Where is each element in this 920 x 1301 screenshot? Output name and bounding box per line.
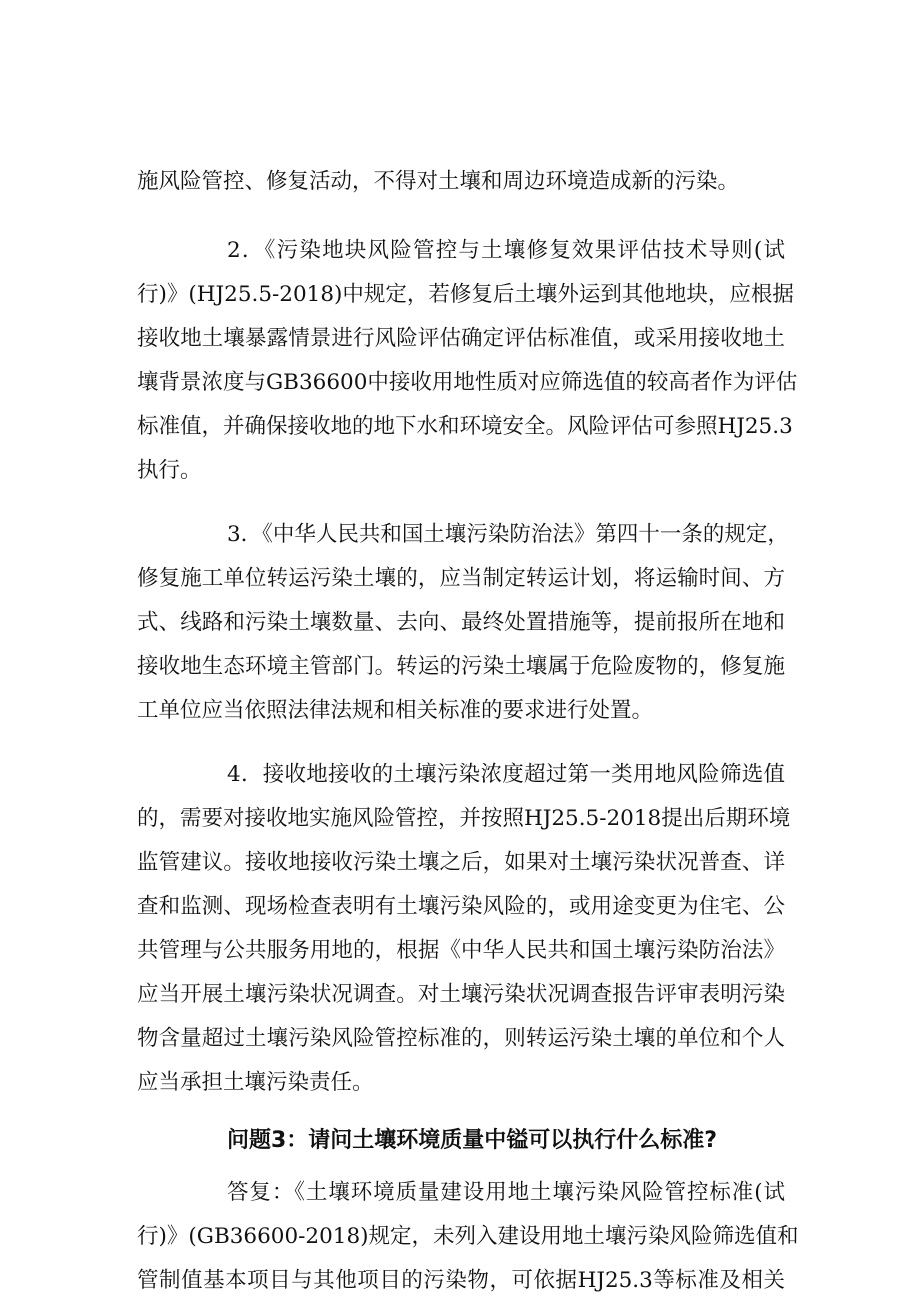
question-heading: 问题3：请问土壤环境质量中镒可以执行什么标准? [227,1128,718,1153]
text-line: 接收地生态环境主管部门。转运的污染土壤属于危险废物的，修复施 [137,654,785,679]
text-line: 标准值，并确保接收地的地下水和环境安全。风险评估可参照HJ25.3 [137,414,793,439]
text-line: 行)》(HJ25.5-2018)中规定，若修复后土壤外运到其他地块，应根据 [137,282,794,307]
text-line: 2．《污染地块风险管控与土壤修复效果评估技术导则(试 [227,238,785,263]
text-line: 工单位应当依照法律法规和相关标准的要求进行处置。 [137,698,654,723]
text-line: 共管理与公共服务用地的，根据《中华人民共和国土壤污染防治法》 [137,938,785,963]
text-line: 执行。 [137,458,202,483]
answer-line: 行)》(GB36600-2018)规定，未列入建设用地土壤污染风险筛选值和 [137,1224,799,1249]
text-line: 壤背景浓度与GB36600中接收用地性质对应筛选值的较高者作为评估 [137,370,798,395]
text-line: 3．《中华人民共和国土壤污染防治法》第四十一条的规定， [227,522,789,547]
answer-line: 管制值基本项目与其他项目的污染物，可依据HJ25.3等标准及相关 [137,1268,785,1293]
text-line: 物含量超过土壤污染风险管控标准的，则转运污染土壤的单位和个人 [137,1026,785,1051]
text-line: 施风险管控、修复活动，不得对土壤和周边环境造成新的污染。 [137,169,740,194]
text-line: 监管建议。接收地接收污染土壤之后，如果对土壤污染状况普查、详 [137,850,785,875]
text-line: 应当开展土壤污染状况调查。对土壤污染状况调查报告评审表明污染 [137,982,785,1007]
text-line: 式、线路和污染土壤数量、去向、最终处置措施等，提前报所在地和 [137,610,785,635]
text-line: 的，需要对接收地实施风险管控，并按照HJ25.5-2018提出后期环境 [137,806,791,831]
text-line: 应当承担土壤污染责任。 [137,1070,374,1095]
text-line: 接收地土壤暴露情景进行风险评估确定评估标准值，或采用接收地土 [137,326,785,351]
text-line: 修复施工单位转运污染土壤的，应当制定转运计划，将运输时间、方 [137,566,785,591]
text-line: 查和监测、现场检查表明有土壤污染风险的，或用途变更为住宅、公 [137,894,785,919]
text-line: 4．接收地接收的土壤污染浓度超过第一类用地风险筛选值 [227,762,785,787]
answer-line: 答复：《土壤环境质量建设用地土壤污染风险管控标准(试 [227,1180,785,1205]
